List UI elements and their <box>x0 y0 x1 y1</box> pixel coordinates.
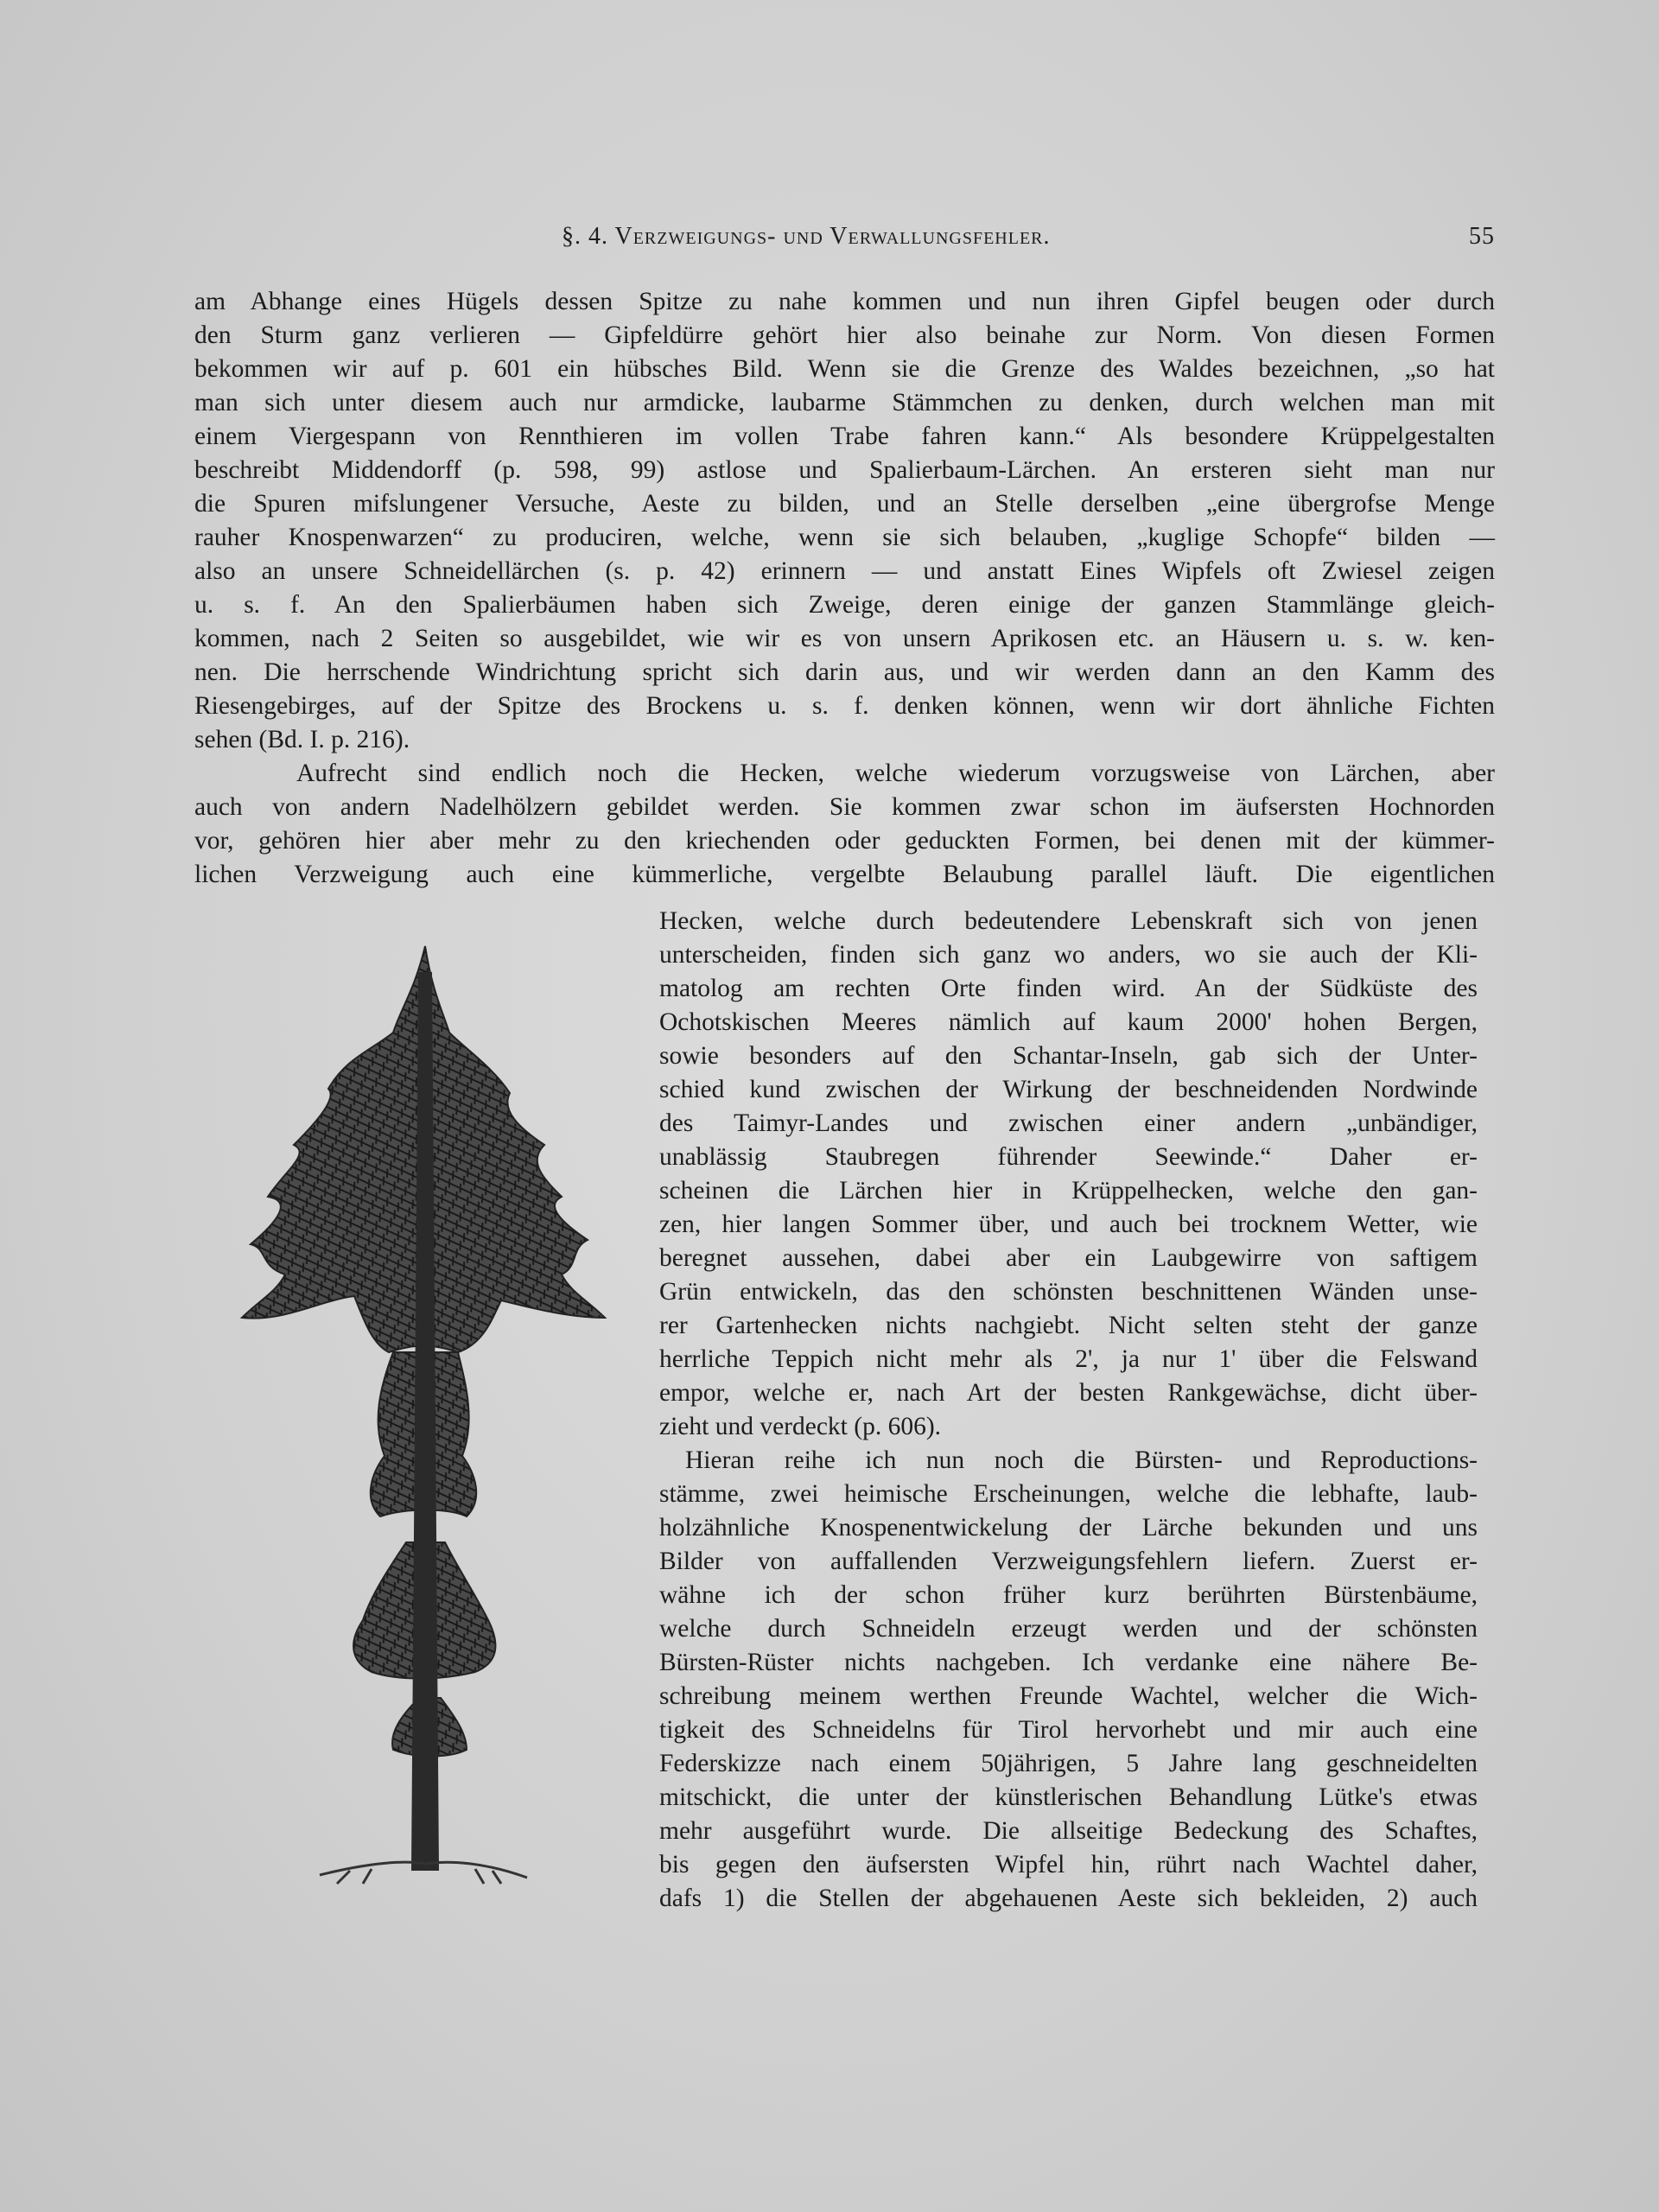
text-line: unterscheiden, finden sich ganz wo anders, wo sie auch der Kli- <box>659 941 1478 969</box>
text-line: auch von andern Nadelhölzern gebildet werden. Sie kommen zwar schon im äufsersten Hochnorden <box>194 793 1495 821</box>
larch-tree-illustration <box>199 938 639 1905</box>
text-line: bis gegen den äufsersten Wipfel hin, rührt nach Wachtel daher, <box>659 1851 1478 1878</box>
text-line: schied kund zwischen der Wirkung der beschneidenden Nordwinde <box>659 1076 1478 1103</box>
text-line: u. s. f. An den Spalierbäumen haben sich Zweige, deren einige der ganzen Stammlänge gleich- <box>194 591 1495 619</box>
chapter-heading: §. 4. Verzweigungs- und Verwallungsfehler. <box>562 223 1051 250</box>
text-line: Hieran reihe ich nun noch die Bürsten- und Reproductions- <box>685 1446 1478 1474</box>
text-line: Hecken, welche durch bedeutendere Lebenskraft sich von jenen <box>659 907 1478 935</box>
text-line: einem Viergespann von Rennthieren im vollen Trabe fahren kann.“ Als besondere Krüppelgestalten <box>194 423 1495 450</box>
text-line: sowie besonders auf den Schantar-Inseln, gab sich der Unter- <box>659 1042 1478 1070</box>
text-line: dafs 1) die Stellen der abgehauenen Aeste sich bekleiden, 2) auch <box>659 1885 1478 1912</box>
text-line: tigkeit des Schneidelns für Tirol hervorhebt und mir auch eine <box>659 1716 1478 1744</box>
text-line: nen. Die herrschende Windrichtung spricht sich darin aus, und wir werden dann an den Kamm des <box>194 658 1495 686</box>
text-line: Bilder von auffallenden Verzweigungsfehlern liefern. Zuerst er- <box>659 1548 1478 1575</box>
body-text-right-column <box>659 905 1478 1916</box>
text-line: beschreibt Middendorff (p. 598, 99) astlose und Spalierbaum-Lärchen. An ersteren sieht man nur <box>194 456 1495 484</box>
text-line: mehr ausgeführt wurde. Die allseitige Bedeckung des Schaftes, <box>659 1817 1478 1845</box>
text-line: welche durch Schneideln erzeugt werden und der schönsten <box>659 1615 1478 1643</box>
text-line: scheinen die Lärchen hier in Krüppelhecken, welche den gan- <box>659 1177 1478 1205</box>
text-line: herrliche Teppich nicht mehr als 2', ja nur 1' über die Felswand <box>659 1345 1478 1373</box>
text-line: man sich unter diesem auch nur armdicke, laubarme Stämmchen zu denken, durch welchen man mit <box>194 389 1495 416</box>
text-line: mitschickt, die unter der künstlerischen Behandlung Lütke's etwas <box>659 1783 1478 1811</box>
body-text-top <box>194 285 1495 892</box>
text-line: rauher Knospenwarzen“ zu produciren, welche, wenn sie sich belauben, „kuglige Schopfe“ bilden — <box>194 524 1495 551</box>
text-line: Riesengebirges, auf der Spitze des Brockens u. s. f. denken können, wenn wir dort ähnliche Fichten <box>194 692 1495 720</box>
text-line: vor, gehören hier aber mehr zu den kriechenden oder geduckten Formen, bei denen mit der kümmer- <box>194 827 1495 855</box>
text-line: Grün entwickeln, das den schönsten beschnittenen Wänden unse- <box>659 1278 1478 1306</box>
text-line: zieht und verdeckt (p. 606). <box>659 1413 942 1440</box>
text-line: zen, hier langen Sommer über, und auch bei trocknem Wetter, wie <box>659 1211 1478 1238</box>
text-line: unablässig Staubregen führender Seewinde.“ Daher er- <box>659 1143 1478 1171</box>
text-line: lichen Verzweigung auch eine kümmerliche, vergelbte Belaubung parallel läuft. Die eigentlichen <box>194 861 1495 888</box>
text-line: wähne ich der schon früher kurz berührten Bürstenbäume, <box>659 1581 1478 1609</box>
text-line: schreibung meinem werthen Freunde Wachtel, welcher die Wich- <box>659 1682 1478 1710</box>
text-line: sehen (Bd. I. p. 216). <box>194 726 410 753</box>
page-number: 55 <box>1469 223 1495 250</box>
text-line: holzähnliche Knospenentwickelung der Lärche bekunden und uns <box>659 1514 1478 1541</box>
running-header <box>194 223 1495 257</box>
text-line: rer Gartenhecken nichts nachgiebt. Nicht selten steht der ganze <box>659 1312 1478 1339</box>
text-line: am Abhange eines Hügels dessen Spitze zu nahe kommen und nun ihren Gipfel beugen oder durch <box>194 288 1495 315</box>
text-line: stämme, zwei heimische Erscheinungen, welche die lebhafte, laub- <box>659 1480 1478 1508</box>
text-line: bekommen wir auf p. 601 ein hübsches Bild. Wenn sie die Grenze des Waldes bezeichnen, „so hat <box>194 355 1495 383</box>
text-line: Aufrecht sind endlich noch die Hecken, welche wiederum vorzugsweise von Lärchen, aber <box>296 760 1495 787</box>
text-line: des Taimyr-Landes und zwischen einer andern „unbändiger, <box>659 1109 1478 1137</box>
text-line: also an unsere Schneidellärchen (s. p. 42) erinnern — und anstatt Eines Wipfels oft Zwiesel zeigen <box>194 557 1495 585</box>
text-line: den Sturm ganz verlieren — Gipfeldürre gehört hier also beinahe zur Norm. Von diesen Formen <box>194 321 1495 349</box>
text-line: kommen, nach 2 Seiten so ausgebildet, wie wir es von unsern Aprikosen etc. an Häusern u. s. w. ken- <box>194 625 1495 652</box>
text-line: matolog am rechten Orte finden wird. An der Südküste des <box>659 975 1478 1002</box>
text-line: Bürsten-Rüster nichts nachgeben. Ich verdanke eine nähere Be- <box>659 1649 1478 1676</box>
text-line: Ochotskischen Meeres nämlich auf kaum 2000' hohen Bergen, <box>659 1008 1478 1036</box>
text-line: beregnet aussehen, dabei aber ein Laubgewirre von saftigem <box>659 1244 1478 1272</box>
text-line: Federskizze nach einem 50jährigen, 5 Jahre lang geschneidelten <box>659 1750 1478 1777</box>
text-line: empor, welche er, nach Art der besten Rankgewächse, dicht über- <box>659 1379 1478 1407</box>
text-line: die Spuren mifslungener Versuche, Aeste zu bilden, und an Stelle derselben „eine übergrofse Menge <box>194 490 1495 518</box>
